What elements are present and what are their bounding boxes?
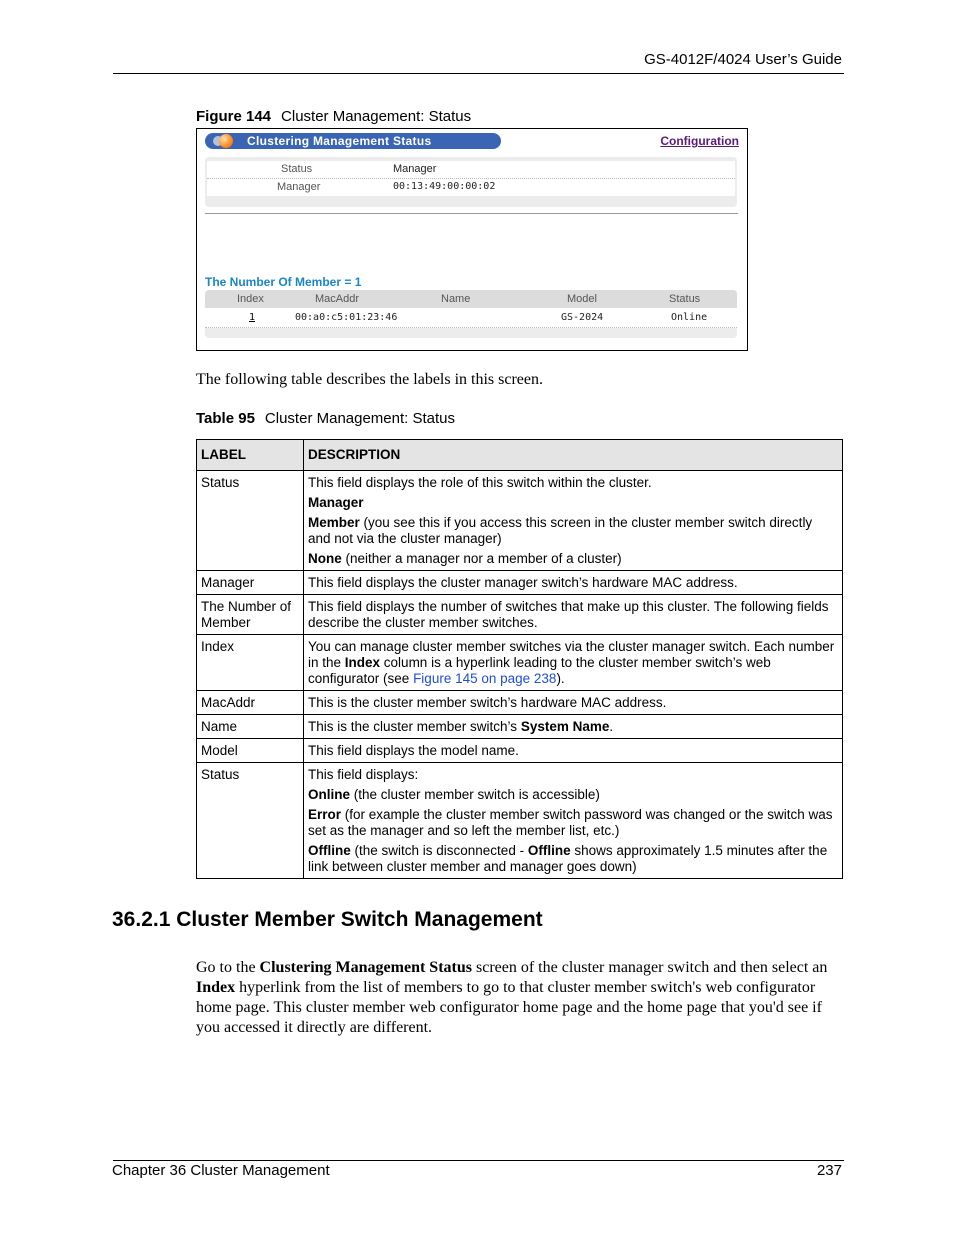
term-desc: shows approximately 1.5 minutes after the link between cluster member and manager goes down) bbox=[308, 843, 828, 874]
para-term: Index bbox=[196, 979, 236, 996]
term: Offline bbox=[527, 843, 571, 858]
manager-mac-value: 00:13:49:00:00:02 bbox=[393, 181, 496, 192]
row-label: Status bbox=[197, 763, 304, 879]
row-description bbox=[304, 763, 843, 879]
table-row bbox=[197, 763, 843, 879]
status-box bbox=[205, 157, 737, 207]
table-row bbox=[197, 595, 843, 635]
row-label: Index bbox=[197, 635, 304, 691]
running-header: GS-4012F/4024 User’s Guide bbox=[644, 51, 842, 68]
status-row bbox=[207, 161, 735, 179]
page-number: 237 bbox=[816, 1162, 842, 1179]
table-row bbox=[197, 691, 843, 715]
term-desc: (the cluster member switch is accessible) bbox=[350, 787, 600, 802]
table-caption-text: Cluster Management: Status bbox=[264, 410, 456, 427]
title-orb-icon bbox=[219, 134, 233, 148]
desc-text: . bbox=[609, 719, 614, 734]
table-row bbox=[197, 739, 843, 763]
desc-line: This field displays: bbox=[308, 767, 419, 782]
desc-line bbox=[308, 787, 838, 803]
term: Error bbox=[308, 807, 342, 822]
term: Manager bbox=[308, 495, 364, 510]
desc-text: This is the cluster member switch’s bbox=[308, 719, 521, 734]
term: Offline bbox=[308, 843, 351, 858]
row-label: Status bbox=[197, 471, 304, 571]
desc-line bbox=[308, 515, 838, 547]
row-description: This field displays the model name. bbox=[304, 739, 843, 763]
screen-title-bar bbox=[205, 133, 501, 149]
member-table-footer bbox=[205, 328, 737, 338]
term: Online bbox=[308, 787, 351, 802]
row-description bbox=[304, 715, 843, 739]
col-index: Index bbox=[237, 293, 264, 305]
desc-line bbox=[308, 843, 838, 875]
col-status: Status bbox=[669, 293, 701, 305]
col-model: Model bbox=[567, 293, 597, 305]
screenshot-frame bbox=[196, 128, 748, 351]
section-heading: 36.2.1 Cluster Member Switch Management bbox=[112, 908, 543, 931]
member-model: GS-2024 bbox=[561, 312, 604, 323]
configuration-link[interactable]: Configuration bbox=[660, 134, 739, 148]
term-desc: (neither a manager nor a member of a cluster) bbox=[341, 551, 622, 566]
term: Member bbox=[308, 515, 360, 530]
desc-line bbox=[308, 551, 838, 567]
row-label: The Number of Member bbox=[197, 595, 304, 635]
header-description: DESCRIPTION bbox=[304, 440, 843, 471]
desc-text: You can manage cluster member switches via the cluster manager switch. Each number in the bbox=[308, 639, 835, 670]
desc-text: column is a hyperlink leading to the cluster member switch’s web configurator (see bbox=[308, 655, 771, 686]
member-count-title: The Number Of Member = 1 bbox=[205, 275, 362, 289]
row-label: Model bbox=[197, 739, 304, 763]
section-paragraph bbox=[196, 958, 846, 1038]
figure-label: Figure 144 bbox=[196, 108, 272, 125]
figure-caption bbox=[196, 108, 471, 125]
para-text: screen of the cluster manager switch and then select an bbox=[471, 959, 828, 976]
term-desc: (for example the cluster member switch password was changed or the switch was set as the manager and so left the member list, etc.) bbox=[308, 807, 833, 838]
table-row bbox=[205, 309, 737, 328]
status-value: Manager bbox=[393, 163, 437, 175]
divider bbox=[205, 213, 738, 214]
term: System Name bbox=[520, 719, 610, 734]
col-macaddr: MacAddr bbox=[315, 293, 360, 305]
table-row bbox=[197, 715, 843, 739]
header-rule bbox=[113, 73, 844, 74]
member-status: Online bbox=[671, 312, 708, 323]
term-desc: (the switch is disconnected - bbox=[350, 843, 528, 858]
manager-row bbox=[207, 179, 735, 196]
row-label: MacAddr bbox=[197, 691, 304, 715]
desc-line bbox=[308, 807, 838, 839]
row-description: This is the cluster member switch’s hardware MAC address. bbox=[304, 691, 843, 715]
row-description bbox=[304, 635, 843, 691]
row-label: Manager bbox=[197, 571, 304, 595]
screen-title: Clustering Management Status bbox=[247, 134, 432, 148]
manager-label: Manager bbox=[277, 181, 321, 193]
term: None bbox=[308, 551, 342, 566]
desc-text: ). bbox=[556, 671, 565, 686]
table-caption bbox=[196, 410, 455, 427]
table-row bbox=[197, 471, 843, 571]
desc-line bbox=[308, 495, 838, 511]
table-header-row bbox=[197, 440, 843, 471]
footer-chapter: Chapter 36 Cluster Management bbox=[112, 1162, 330, 1179]
table-label: Table 95 bbox=[196, 410, 255, 427]
table-row bbox=[197, 571, 843, 595]
description-table bbox=[196, 439, 843, 879]
term-desc: (you see this if you access this screen in the cluster member switch directly and not via the cluster manager) bbox=[308, 515, 813, 546]
figure-caption-text: Cluster Management: Status bbox=[281, 108, 472, 125]
desc-line: This field displays the role of this switch within the cluster. bbox=[308, 475, 652, 490]
member-mac: 00:a0:c5:01:23:46 bbox=[295, 312, 398, 323]
para-text: Go to the bbox=[196, 959, 260, 976]
row-description bbox=[304, 471, 843, 571]
intro-text: The following table describes the labels in this screen. bbox=[196, 371, 544, 388]
member-table-header bbox=[205, 290, 737, 308]
table-row bbox=[197, 635, 843, 691]
member-index-link[interactable]: 1 bbox=[249, 312, 256, 323]
header-label: LABEL bbox=[197, 440, 304, 471]
status-label: Status bbox=[281, 163, 313, 175]
para-text: hyperlink from the list of members to go to that cluster member switch's web configurator home page. This cluster member web configurator home page and the home page that you'd see if you accessed it directly are different. bbox=[196, 979, 822, 1036]
col-name: Name bbox=[441, 293, 471, 305]
row-description: This field displays the number of switches that make up this cluster. The following fields describe the cluster member switches. bbox=[304, 595, 843, 635]
row-description: This field displays the cluster manager switch’s hardware MAC address. bbox=[304, 571, 843, 595]
figure-145-link[interactable]: Figure 145 on page 238 bbox=[413, 671, 557, 686]
term: Index bbox=[344, 655, 381, 670]
row-label: Name bbox=[197, 715, 304, 739]
footer-rule bbox=[113, 1160, 844, 1161]
para-term: Clustering Management Status bbox=[259, 959, 472, 976]
